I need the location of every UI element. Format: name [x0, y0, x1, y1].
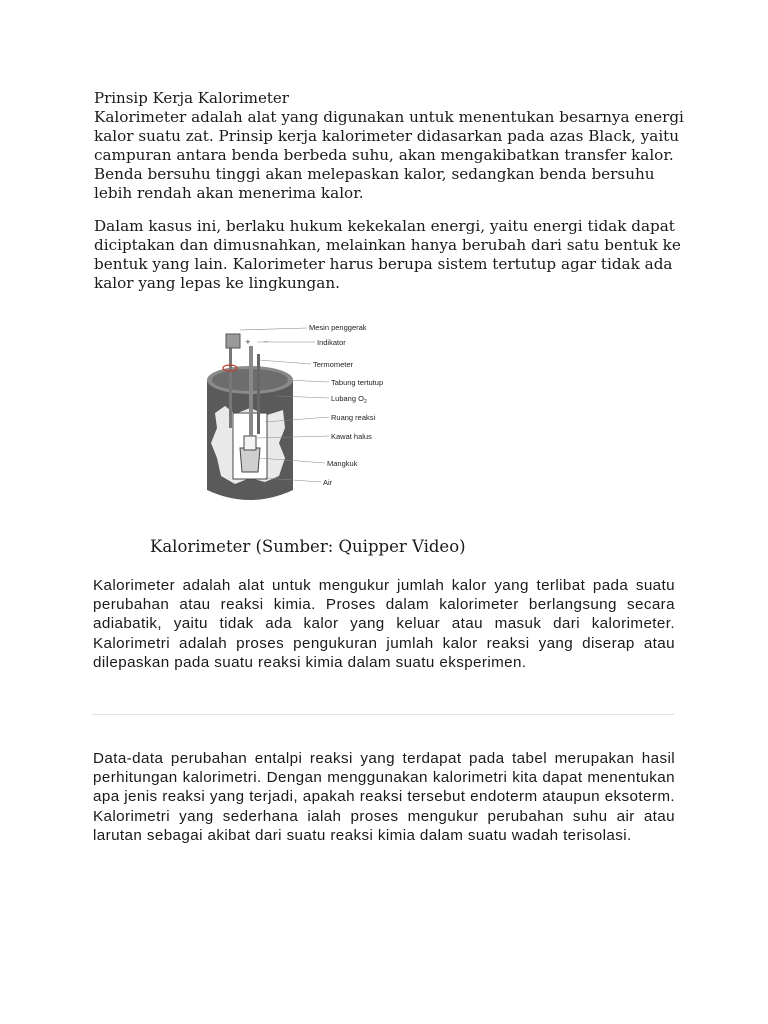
label-air: Air	[323, 478, 333, 487]
figure-caption: Kalorimeter (Sumber: Quipper Video)	[150, 537, 466, 556]
label-mangkuk: Mangkuk	[327, 459, 358, 468]
document-title: Prinsip Kerja Kalorimeter	[94, 89, 289, 107]
label-ruang: Ruang reaksi	[331, 413, 376, 422]
paragraph-intro: Kalorimeter adalah alat yang digunakan untuk menentukan besarnya energi kalor suatu zat. Prinsip kerja kalorimeter didasarkan pada azas Black, yaitu campuran antara benda berbeda suhu, akan mengakibatkan transfer kalor. Benda bersuhu tinggi akan melepaskan kalor, sedangkan benda bersuhu lebih rendah akan menerima kalor.	[94, 108, 684, 202]
calorimeter-diagram	[195, 318, 400, 508]
section-divider	[92, 714, 674, 715]
paragraph-calorimetry-definition: Kalorimeter adalah alat untuk mengukur jumlah kalor yang terlibat pada suatu perubahan atau reaksi kimia. Proses dalam kalorimeter berlangsung secara adiabatik, yaitu tidak ada kalor yang keluar atau masuk dari kalorimeter. Kalorimetri adalah proses pengukuran jumlah kalor reaksi yang diserap atau dilepaskan pada suatu reaksi kimia dalam suatu eksperimen.	[93, 577, 675, 671]
label-indikator: Indikator	[317, 338, 346, 347]
svg-text:+: +	[245, 338, 251, 346]
paragraph-energy-conservation: Dalam kasus ini, berlaku hukum kekekalan energi, yaitu energi tidak dapat diciptakan dan dimusnahkan, melainkan hanya berubah dari satu bentuk ke bentuk yang lain. Kalorimeter harus berupa sistem tertutup agar tidak ada kalor yang lepas ke lingkungan.	[94, 217, 681, 292]
label-lubang: Lubang $O_2$	[331, 394, 367, 405]
paragraph-enthalpy-data: Data-data perubahan entalpi reaksi yang terdapat pada tabel merupakan hasil perhitungan kalorimetri. Dengan menggunakan kalorimetri kita dapat menentukan apa jenis reaksi yang terjadi, apakah reaksi tersebut endoterm ataupun eksoterm. Kalorimetri yang sederhana ialah proses mengukur perubahan suhu air atau larutan sebagai akibat dari suatu reaksi kimia dalam suatu wadah terisolasi.	[93, 750, 675, 844]
label-mesin: Mesin penggerak	[309, 323, 367, 332]
label-tabung: Tabung tertutup	[331, 378, 384, 387]
svg-text:−: −	[263, 338, 269, 346]
label-kawat: Kawat halus	[331, 432, 372, 441]
label-termometer: Termometer	[313, 360, 354, 369]
